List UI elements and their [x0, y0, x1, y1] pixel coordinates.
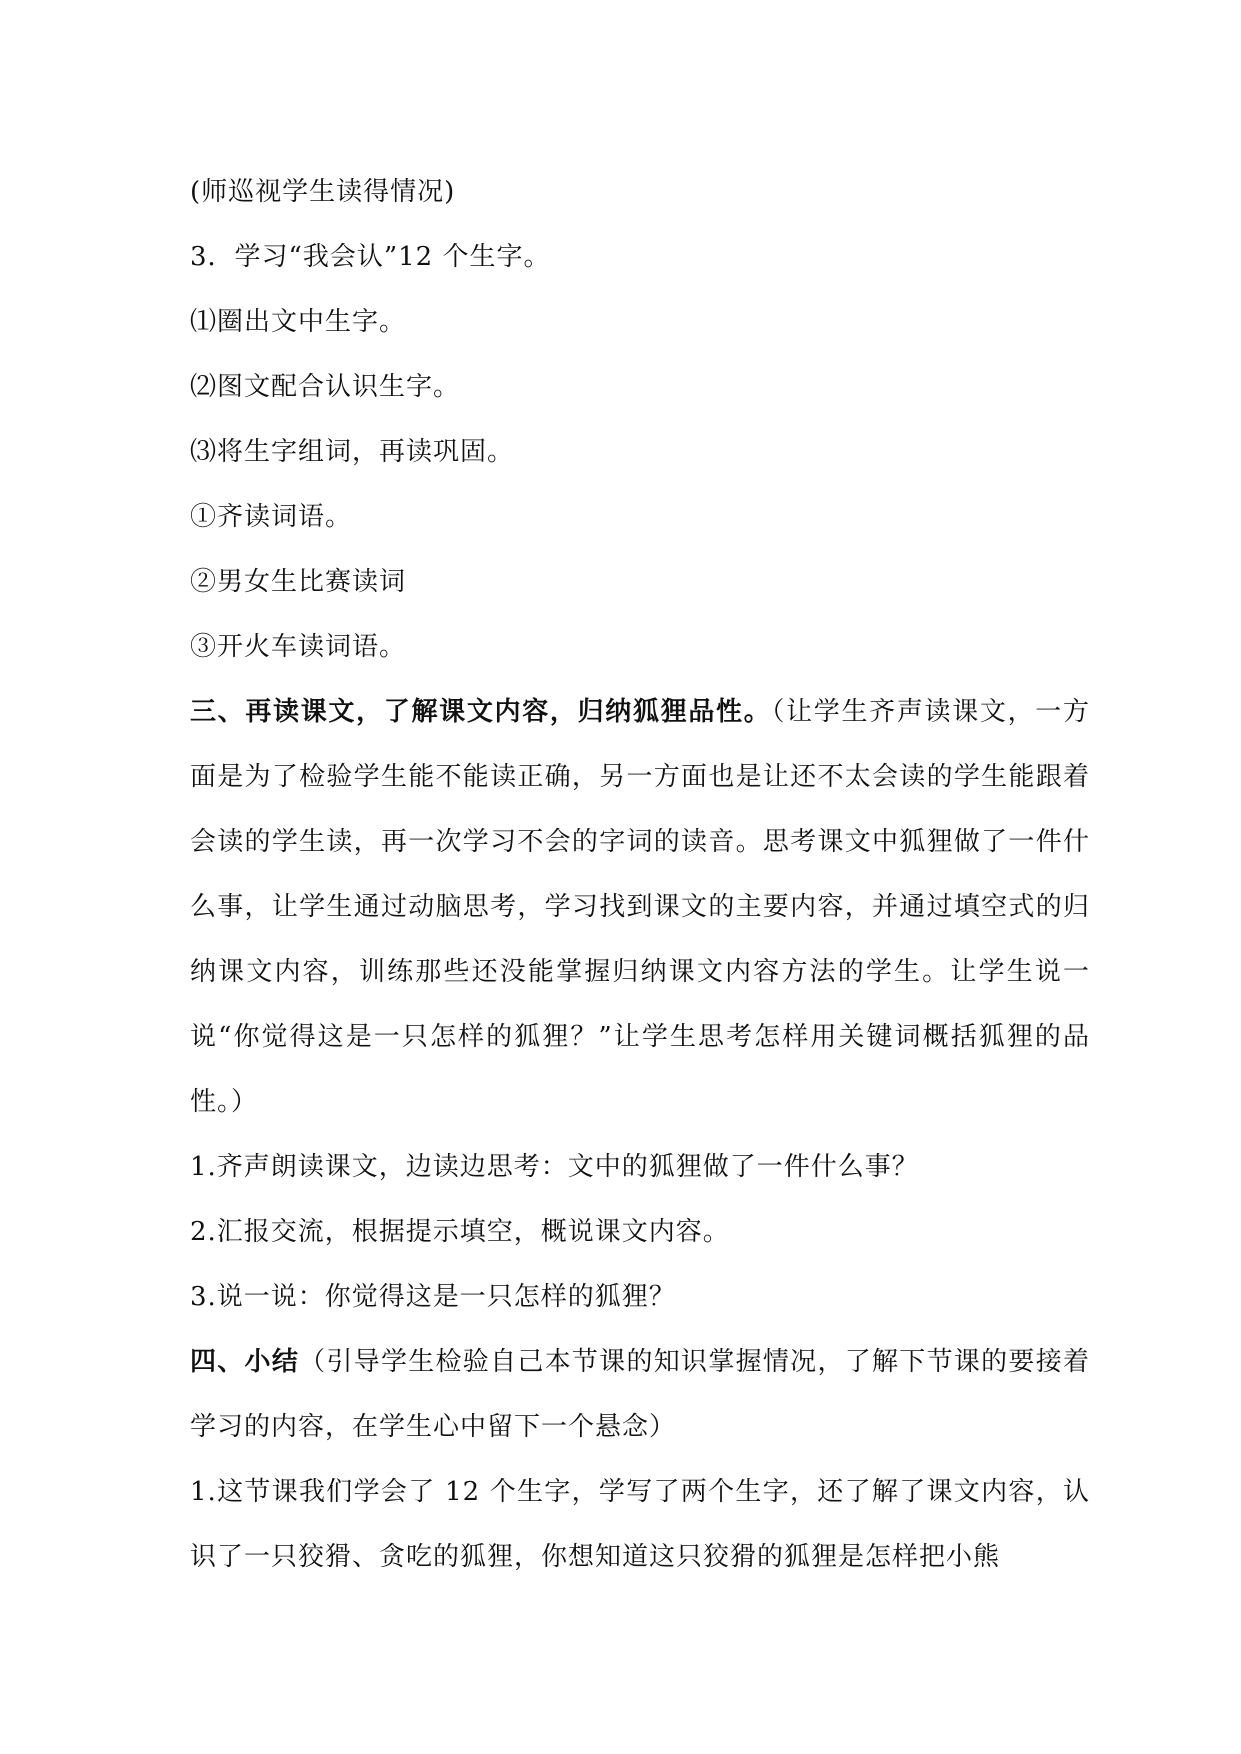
section-3-item-1: 1.齐声朗读课文，边读边思考：文中的狐狸做了一件什么事？	[190, 1152, 919, 1182]
section-3-note: （让学生齐声读课文，一方面是为了检验学生能不能读正确，另一方面也是让还不太会读的学生能跟着会读的学生读，再一次学习不会的字词的读音。思考课文中狐狸做了一件什么事，让学生通过动脑思考，学习找到课文的主要内容，并通过填空式的归纳课文内容，训练那些还没能掌握归纳课文内容方法的学生。让学生说一说“你觉得这是一只怎样的狐狸？”让学生思考怎样用关键词概括狐狸的品性。）	[190, 697, 1090, 1117]
document-body	[190, 160, 1090, 1590]
section-3-heading: 三、再读课文，了解课文内容，归纳狐狸品性。	[190, 697, 772, 727]
section-3-paragraph	[190, 680, 1090, 1135]
step-3-line: 3．学习“我会认”12 个生字。	[190, 242, 551, 272]
substep-2-line: ⑵图文配合认识生字。	[190, 372, 461, 402]
activity-3-line: ③开火车读词语。	[190, 632, 407, 662]
activity-1-line: ①齐读词语。	[190, 502, 353, 532]
substep-1-line: ⑴圈出文中生字。	[190, 307, 407, 337]
teacher-note-line: (师巡视学生读得情况)	[190, 177, 456, 207]
substep-3-line: ⑶将生字组词，再读巩固。	[190, 437, 515, 467]
section-3-item-2: 2.汇报交流，根据提示填空，概说课文内容。	[190, 1217, 730, 1247]
section-4-paragraph	[190, 1330, 1090, 1460]
section-4-item-1: 1.这节课我们学会了 12 个生字，学写了两个生字，还了解了课文内容，认识了一只狡猾、贪吃的狐狸，你想知道这只狡猾的狐狸是怎样把小熊	[190, 1477, 1090, 1572]
section-3-item-3: 3.说一说：你觉得这是一只怎样的狐狸？	[190, 1282, 676, 1312]
section-4-heading: 四、小结	[190, 1347, 300, 1377]
activity-2-line: ②男女生比赛读词	[190, 567, 407, 597]
section-4-note: （引导学生检验自己本节课的知识掌握情况，了解下节课的要接着学习的内容，在学生心中留下一个悬念）	[190, 1347, 1090, 1442]
